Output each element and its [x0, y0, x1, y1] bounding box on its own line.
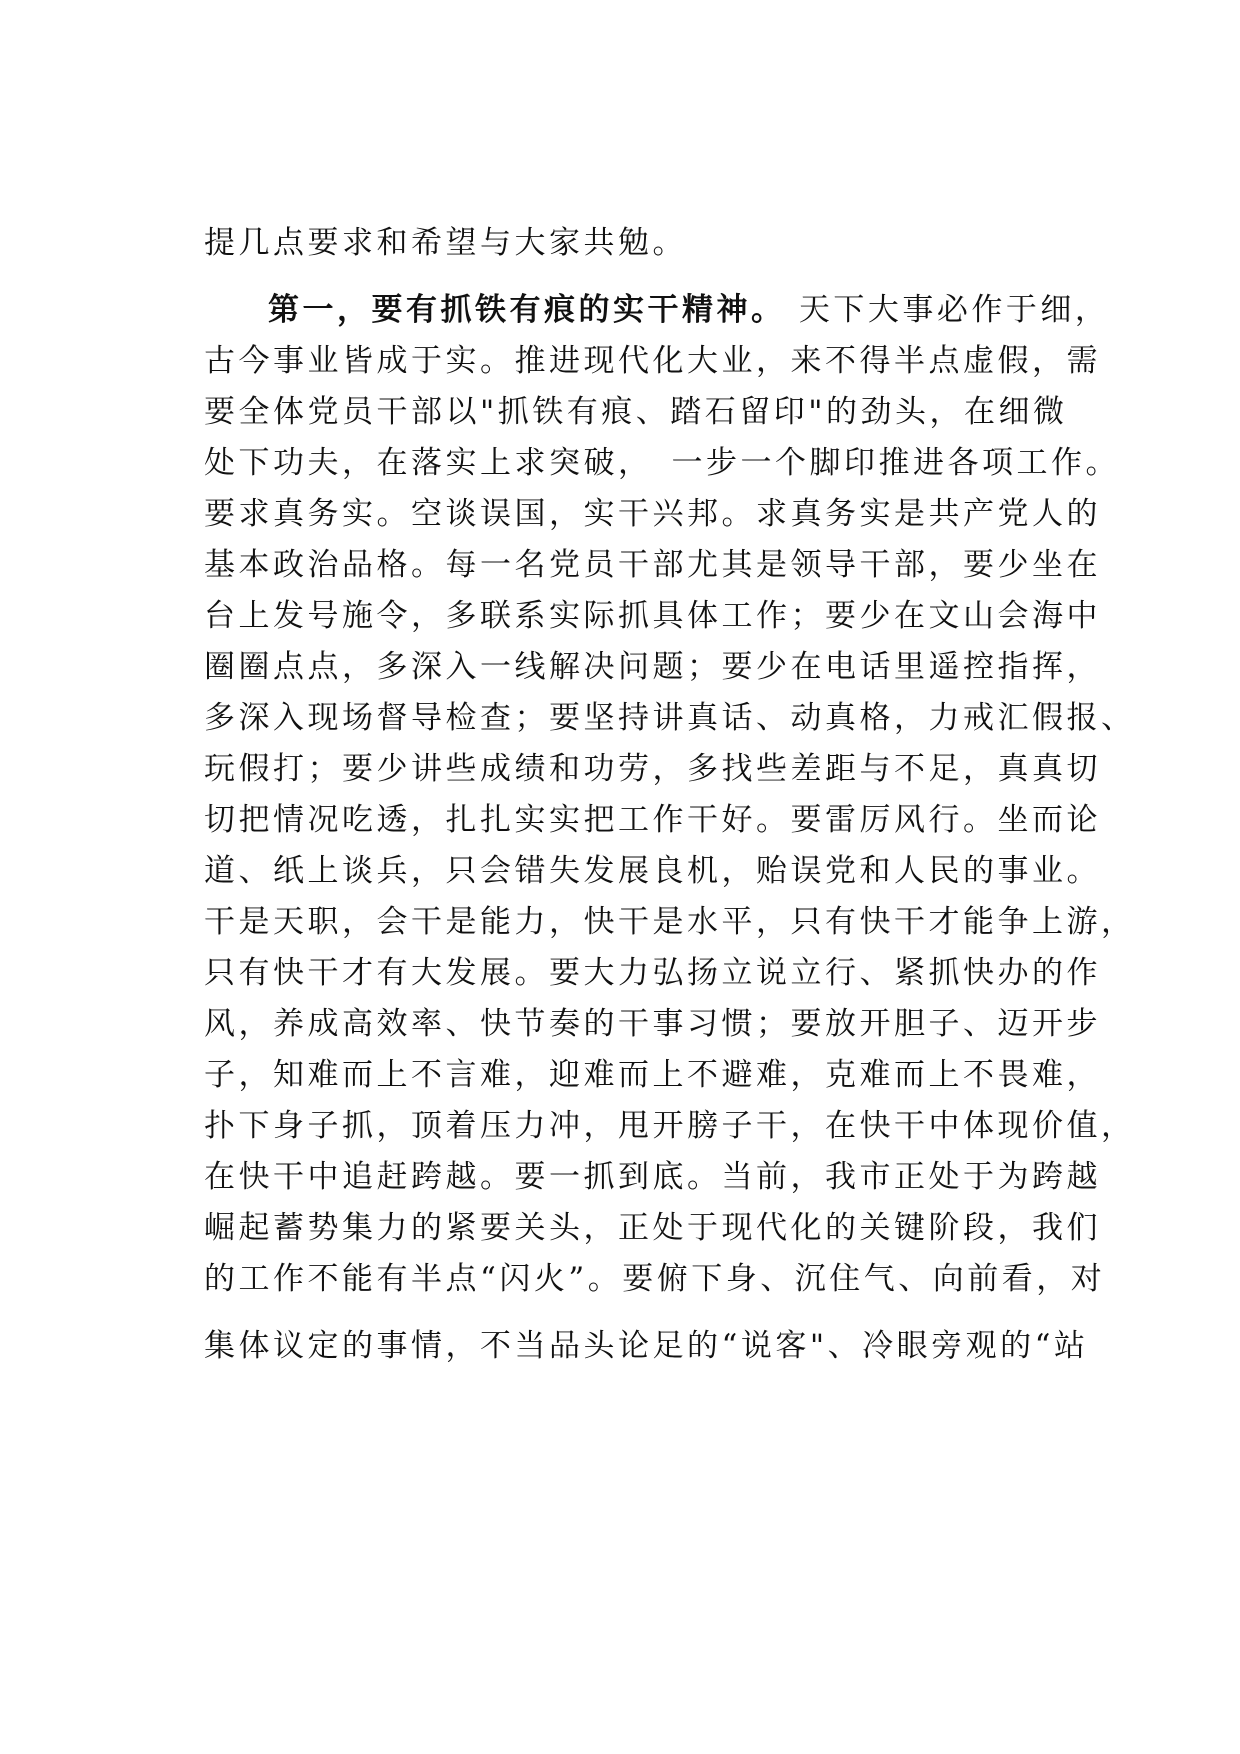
- text-line: 集体议定的事情，不当品头论足的“说客"、冷眼旁观的“站: [204, 1328, 1089, 1364]
- text-line: 提几点要求和希望与大家共勉。: [204, 225, 687, 261]
- text-line: 圈圈点点，多深入一线解决问题；要少在电话里遥控指挥，: [204, 649, 1101, 685]
- text-line: 扑下身子抓，顶着压力冲，甩开膀子干，在快干中体现价值，: [204, 1108, 1136, 1144]
- text-line: 只有快干才有大发展。要大力弘扬立说立行、紧抓快办的作: [204, 955, 1101, 991]
- text-line: 子，知难而上不言难，迎难而上不避难，克难而上不畏难，: [204, 1057, 1101, 1093]
- body-text: [204, 218, 1136, 1372]
- text-line: 台上发号施令，多联系实际抓具体工作；要少在文山会海中: [204, 598, 1101, 634]
- text-line: 崛起蓄势集力的紧要关头，正处于现代化的关键阶段，我们: [204, 1210, 1101, 1246]
- text-line: 玩假打；要少讲些成绩和功劳，多找些差距与不足，真真切: [204, 751, 1101, 787]
- text-line: 在快干中追赶跨越。要一抓到底。当前，我市正处于为跨越: [204, 1159, 1101, 1195]
- text-line: 干是天职，会干是能力，快干是水平，只有快干才能争上游，: [204, 904, 1136, 940]
- heading-line-rest: 天下大事必作于细，: [785, 292, 1110, 328]
- text-line: 多深入现场督导检查；要坚持讲真话、动真格，力戒汇假报、: [204, 700, 1136, 736]
- text-line: 道、纸上谈兵，只会错失发展良机，贻误党和人民的事业。: [204, 853, 1101, 889]
- text-line: 风，养成高效率、快节奏的干事习惯；要放开胆子、迈开步: [204, 1006, 1101, 1042]
- text-line: 的工作不能有半点“闪火”。要俯下身、沉住气、向前看，对: [204, 1261, 1106, 1297]
- text-line: 处下功夫，在落实上求突破， 一步一个脚印推进各项工作。: [204, 445, 1120, 481]
- text-line: 古今事业皆成于实。推进现代化大业，来不得半点虚假，需: [204, 343, 1101, 379]
- section-heading: 第一，要有抓铁有痕的实干精神。: [268, 292, 786, 328]
- text-line: 切把情况吃透，扎扎实实把工作干好。要雷厉风行。坐而论: [204, 802, 1101, 838]
- text-line: 要全体党员干部以"抓铁有痕、踏石留印"的劲头，在细微: [204, 394, 1068, 430]
- section-heading-line: [204, 285, 1110, 336]
- text-line: 要求真务实。空谈误国，实干兴邦。求真务实是共产党人的: [204, 496, 1101, 532]
- text-line: 基本政治品格。每一名党员干部尤其是领导干部，要少坐在: [204, 547, 1101, 583]
